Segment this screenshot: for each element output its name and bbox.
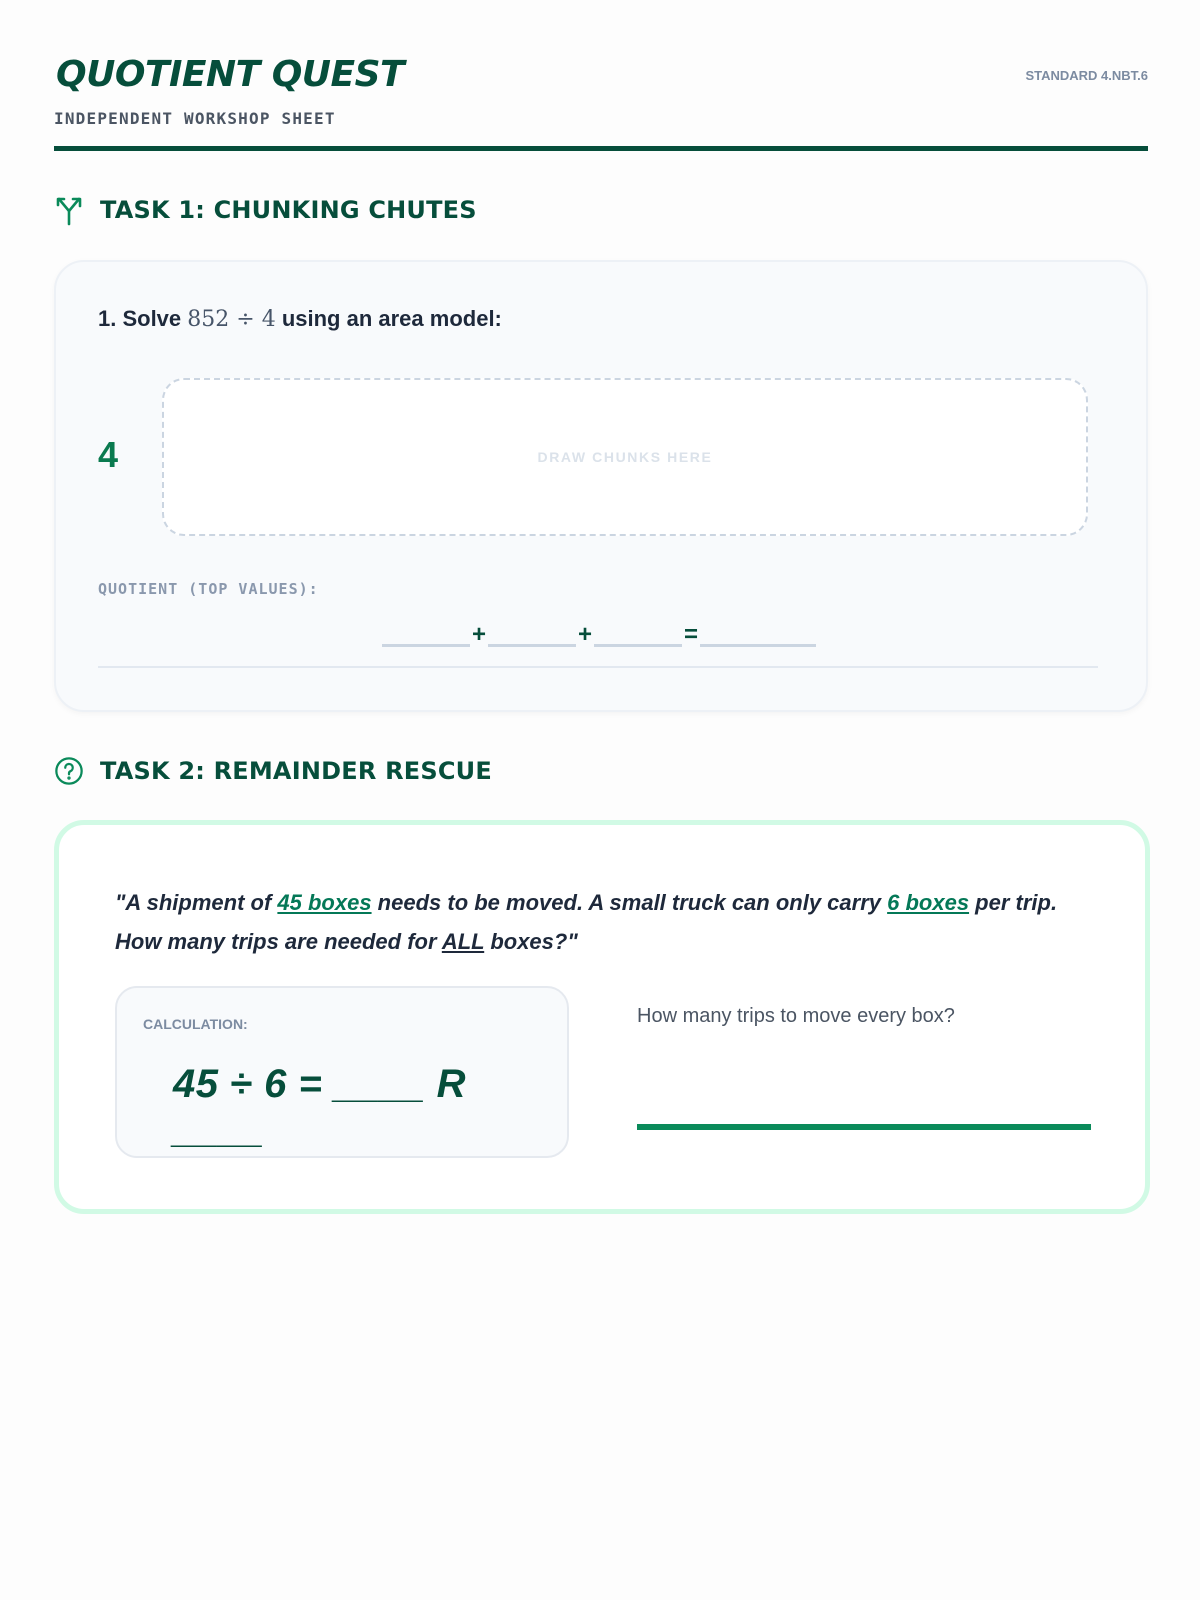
equals-operator: =	[684, 621, 699, 648]
plus-operator: +	[472, 621, 487, 648]
task2-heading-text: TASK 2: REMAINDER RESCUE	[100, 757, 492, 785]
word-problem	[115, 883, 1075, 961]
story-text: per trip. How many trips are needed for	[115, 890, 1058, 954]
story-text: "A shipment of	[115, 890, 278, 915]
calculation-label: CALCULATION:	[143, 1016, 248, 1032]
worksheet-subtitle: INDEPENDENT WORKSHOP SHEET	[54, 109, 336, 128]
standard-label: STANDARD 4.NBT.6	[1025, 68, 1148, 83]
task2-heading	[54, 755, 492, 787]
quotient-total-blank[interactable]	[700, 620, 816, 647]
worksheet-page	[54, 0, 1148, 1151]
area-model-drawing-area[interactable]	[162, 378, 1088, 536]
question-prefix: 1. Solve	[98, 306, 182, 331]
story-highlight-boxes: 45 boxes	[277, 890, 372, 915]
task1-card	[54, 260, 1148, 712]
card-divider	[98, 666, 1098, 668]
header-divider	[54, 146, 1148, 151]
answer-prompt: How many trips to move every box?	[637, 1005, 955, 1027]
split-arrows-icon	[54, 194, 84, 226]
plus-operator: +	[578, 621, 593, 648]
story-text: needs to be moved. A small truck can only carry	[371, 890, 888, 915]
area-model-divisor: 4	[98, 434, 119, 475]
story-emphasis-all: ALL	[441, 929, 485, 954]
worksheet-title: QUOTIENT QUEST	[56, 54, 405, 95]
quotient-blank-2[interactable]	[488, 620, 576, 647]
story-text: boxes?"	[484, 929, 578, 954]
task2-card	[54, 820, 1150, 1214]
quotient-blank-1[interactable]	[382, 620, 470, 647]
calculation-equation[interactable]: 45 ÷ 6 = ____ R ____	[173, 1062, 466, 1151]
worksheet-header	[54, 0, 1148, 152]
quotient-label: QUOTIENT (TOP VALUES):	[98, 580, 319, 598]
task1-heading	[54, 194, 477, 226]
calculation-box	[115, 986, 569, 1158]
question-suffix: using an area model:	[281, 306, 502, 331]
draw-placeholder: DRAW CHUNKS HERE	[537, 449, 713, 465]
quotient-equation	[382, 620, 816, 647]
question-math: 852 ÷ 4	[187, 307, 276, 332]
answer-line[interactable]	[637, 1124, 1091, 1130]
question-circle-icon	[54, 755, 84, 787]
task1-heading-text: TASK 1: CHUNKING CHUTES	[100, 196, 477, 224]
quotient-blank-3[interactable]	[594, 620, 682, 647]
task1-question	[98, 306, 502, 332]
story-highlight-capacity: 6 boxes	[887, 890, 970, 915]
